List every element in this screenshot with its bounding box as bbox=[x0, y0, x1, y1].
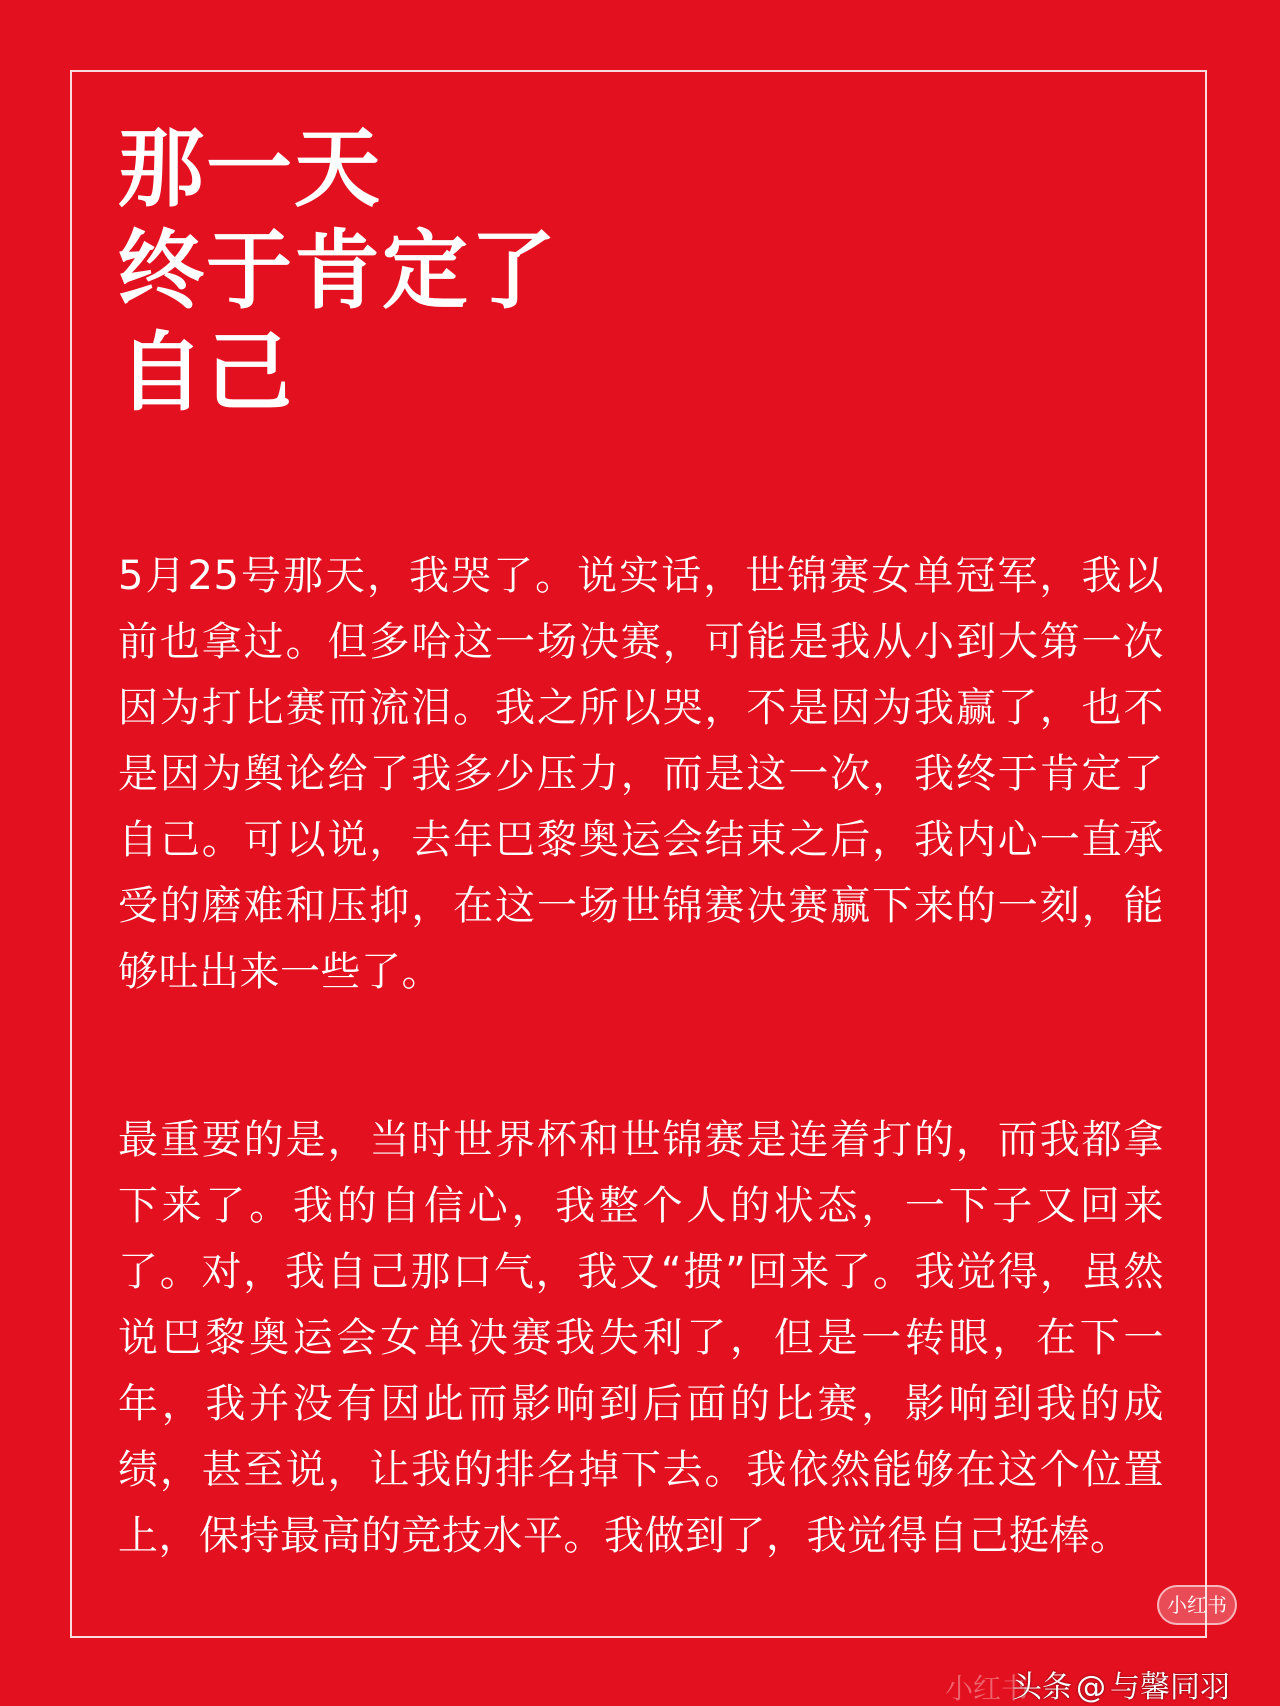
poster-title bbox=[118, 118, 558, 424]
quote-paragraph-1: 5月25号那天，我哭了。说实话，世锦赛女单冠军，我以前也拿过。但多哈这一场决赛，可能是我从小到大第一次因为打比赛而流泪。我之所以哭，不是因为我赢了，也不是因为舆论给了我多少压力，而是这一次，我终于肯定了自己。可以说，去年巴黎奥运会结束之后，我内心一直承受的磨难和压抑，在这一场世锦赛决赛赢下来的一刻，能够吐出来一些了。 bbox=[118, 553, 1164, 995]
xiaohongshu-logo-badge: 小红书 bbox=[1157, 1585, 1237, 1625]
title-line-2: 终于肯定了 bbox=[118, 221, 558, 321]
quote-paragraph-2: 最重要的是，当时世界杯和世锦赛是连着打的，而我都拿下来了。我的自信心，我整个人的状态，一下子又回来了。对，我自己那口气，我又“掼”回来了。我觉得，虽然说巴黎奥运会女单决赛我失利了，但是一转眼，在下一年，我并没有因此而影响到后面的比赛，影响到我的成绩，甚至说，让我的排名掉下去。我依然能够在这个位置上，保持最高的竞技水平。我做到了，我觉得自己挺棒。 bbox=[118, 1117, 1164, 1559]
source-author: 与馨同羽 bbox=[1110, 1670, 1230, 1705]
at-symbol: @ bbox=[1076, 1670, 1106, 1705]
source-credit bbox=[1012, 1670, 1230, 1706]
title-line-3: 自己 bbox=[118, 323, 294, 423]
title-line-1: 那一天 bbox=[118, 119, 382, 219]
source-platform: 头条 bbox=[1012, 1670, 1072, 1705]
platform-watermark: 小红书 bbox=[945, 1672, 1030, 1705]
